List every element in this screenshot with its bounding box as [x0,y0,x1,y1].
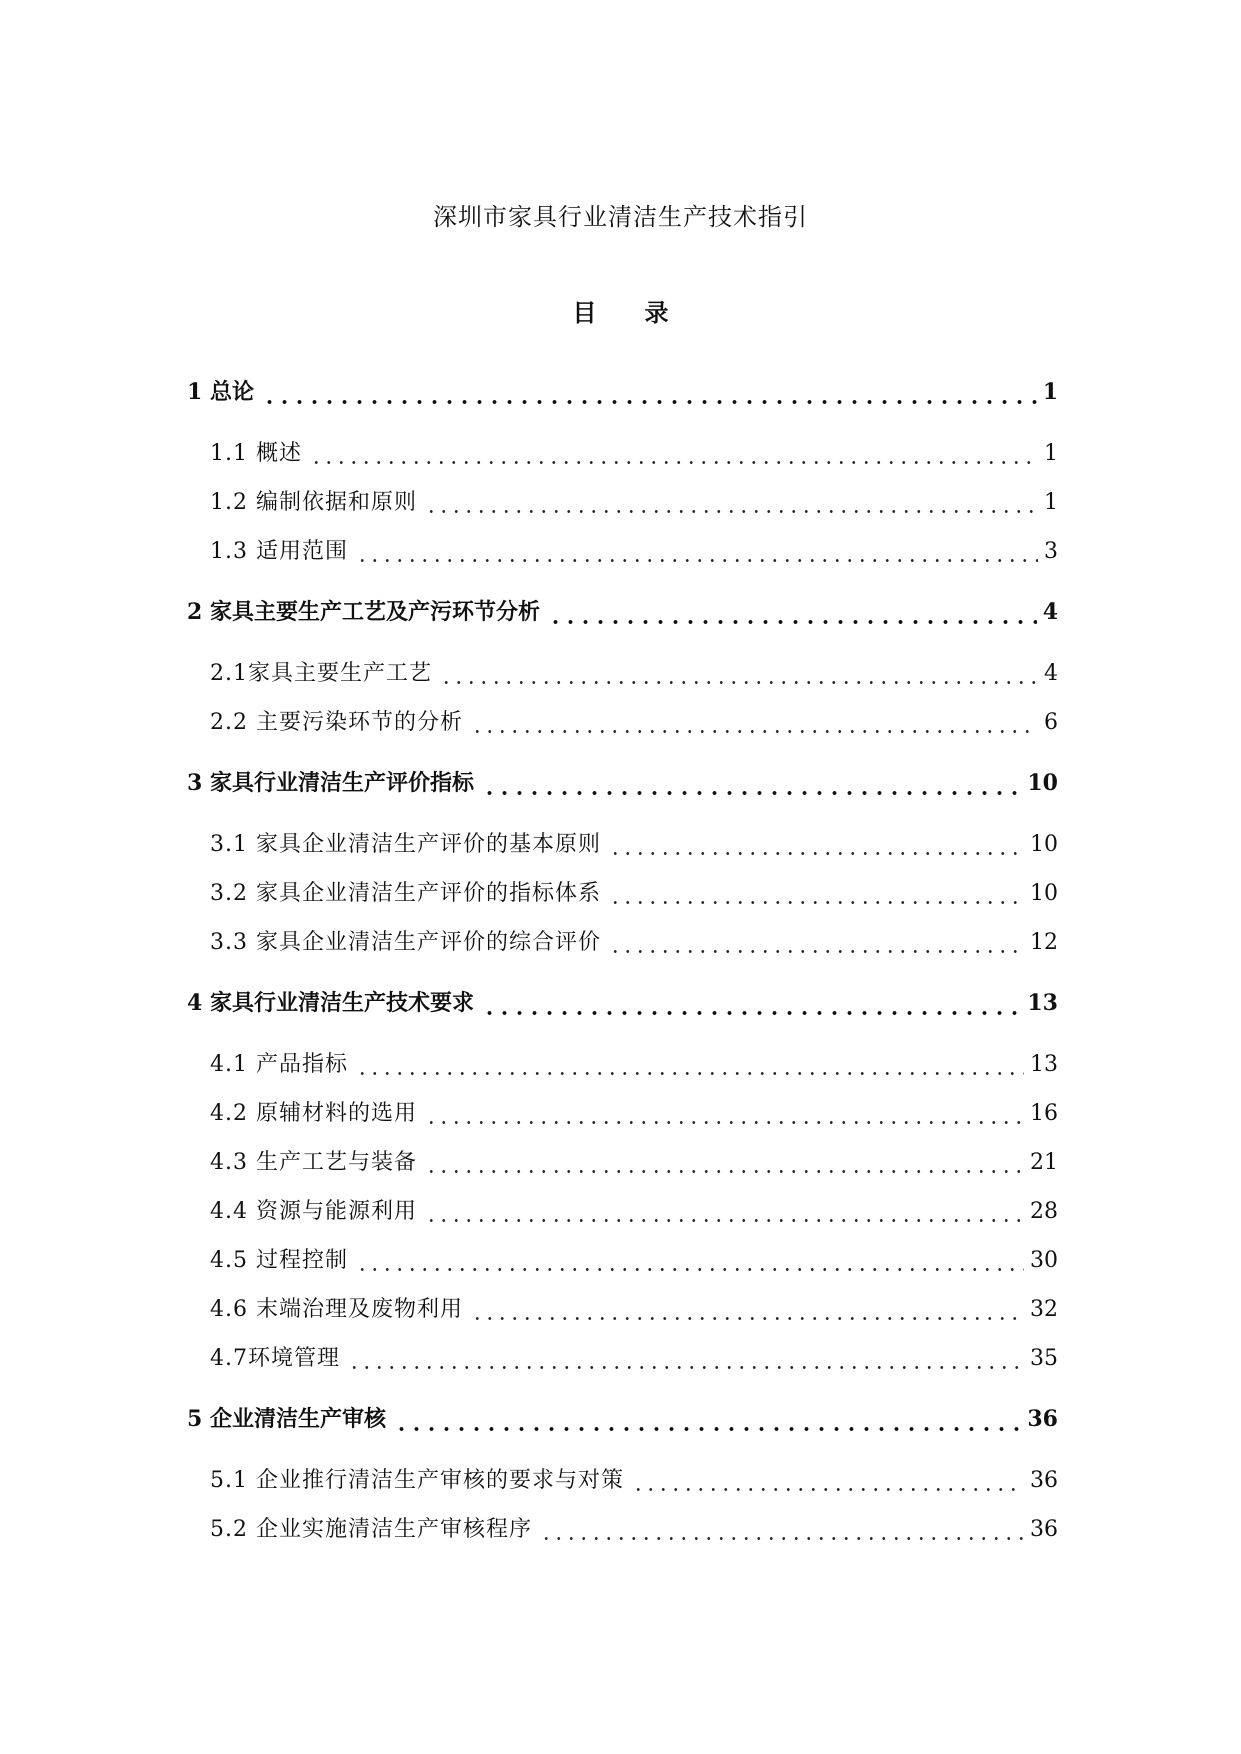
toc-page-number: 1 [1042,379,1058,405]
toc-page-number: 16 [1030,1101,1058,1126]
dot-leader [632,1456,1024,1505]
toc-page-number: 35 [1030,1346,1058,1371]
dot-leader [425,478,1038,527]
toc-chapter-label: 4 家具行业清洁生产技术要求 [187,990,474,1016]
toc-chapter-3 [187,759,1058,808]
dot-leader [262,368,1037,417]
toc-page-number: 32 [1030,1297,1058,1322]
toc-section-label: 1.2 编制依据和原则 [210,490,417,515]
toc-section-label: 4.3 生产工艺与装备 [210,1150,417,1175]
dot-leader [609,918,1024,967]
toc-page-number: 36 [1030,1517,1058,1542]
dot-leader [471,698,1038,747]
toc-chapter-4 [187,979,1058,1028]
toc-section-label: 4.6 末端治理及废物利用 [210,1297,463,1322]
dot-leader [356,527,1038,576]
toc-section-label: 4.7环境管理 [210,1346,340,1371]
dot-leader [609,820,1024,869]
toc-page-number: 10 [1027,770,1058,796]
toc-page-number: 10 [1030,832,1058,857]
toc-section-4-7 [187,1334,1058,1383]
toc-section-3-1 [187,820,1058,869]
dot-leader [482,759,1021,808]
toc-section-label: 1.1 概述 [210,441,302,466]
toc-page-number: 6 [1044,710,1058,735]
toc-page-number: 21 [1030,1150,1058,1175]
dot-leader [310,429,1038,478]
toc-section-5-1 [187,1456,1058,1505]
toc-section-4-5 [187,1236,1058,1285]
dot-leader [394,1395,1021,1444]
dot-leader [425,1089,1024,1138]
toc-page-number: 1 [1044,490,1058,515]
toc-section-label: 2.2 主要污染环节的分析 [210,710,463,735]
toc-section-label: 3.1 家具企业清洁生产评价的基本原则 [210,832,601,857]
toc-section-label: 2.1家具主要生产工艺 [210,661,432,686]
toc-chapter-label: 3 家具行业清洁生产评价指标 [187,770,474,796]
toc-section-2-1 [187,649,1058,698]
toc-page-number: 36 [1030,1468,1058,1493]
toc-section-2-2 [187,698,1058,747]
dot-leader [482,979,1021,1028]
toc-section-label: 3.2 家具企业清洁生产评价的指标体系 [210,881,601,906]
toc-chapter-label: 2 家具主要生产工艺及产污环节分析 [187,599,540,625]
toc-page-number: 36 [1027,1406,1058,1432]
toc-section-4-6 [187,1285,1058,1334]
toc-section-4-2 [187,1089,1058,1138]
dot-leader [548,588,1037,637]
dot-leader [440,649,1038,698]
toc-section-1-2 [187,478,1058,527]
toc-page-number: 1 [1044,441,1058,466]
toc-page-number: 13 [1027,990,1058,1016]
toc-chapter-5 [187,1395,1058,1444]
toc-section-label: 5.1 企业推行清洁生产审核的要求与对策 [210,1468,624,1493]
toc-section-4-1 [187,1040,1058,1089]
toc-heading: 目 录 [572,298,669,327]
toc-section-label: 4.5 过程控制 [210,1248,348,1273]
toc-section-4-4 [187,1187,1058,1236]
toc-section-5-2 [187,1505,1058,1554]
dot-leader [348,1334,1024,1383]
toc-section-label: 1.3 适用范围 [210,539,348,564]
toc-section-label: 4.1 产品指标 [210,1052,348,1077]
toc-page-number: 4 [1042,599,1058,625]
toc-page-number: 12 [1030,930,1058,955]
toc-chapter-label: 5 企业清洁生产审核 [187,1406,386,1432]
toc-section-3-2 [187,869,1058,918]
toc-section-3-3 [187,918,1058,967]
toc-section-4-3 [187,1138,1058,1187]
document-title: 深圳市家具行业清洁生产技术指引 [433,203,808,231]
dot-leader [425,1138,1024,1187]
toc-section-1-1 [187,429,1058,478]
toc-chapter-2 [187,588,1058,637]
table-of-contents [187,356,1058,1554]
toc-page-number: 3 [1044,539,1058,564]
toc-section-label: 5.2 企业实施清洁生产审核程序 [210,1517,532,1542]
toc-page-number: 13 [1030,1052,1058,1077]
toc-section-label: 4.2 原辅材料的选用 [210,1101,417,1126]
dot-leader [540,1505,1024,1554]
dot-leader [356,1040,1024,1089]
dot-leader [609,869,1024,918]
toc-page-number: 28 [1030,1199,1058,1224]
dot-leader [356,1236,1024,1285]
toc-page-number: 30 [1030,1248,1058,1273]
toc-page-number: 10 [1030,881,1058,906]
toc-section-label: 4.4 资源与能源利用 [210,1199,417,1224]
toc-section-1-3 [187,527,1058,576]
toc-page-number: 4 [1044,661,1058,686]
toc-chapter-label: 1 总论 [187,379,254,405]
toc-chapter-1 [187,368,1058,417]
dot-leader [471,1285,1024,1334]
dot-leader [425,1187,1024,1236]
toc-section-label: 3.3 家具企业清洁生产评价的综合评价 [210,930,601,955]
